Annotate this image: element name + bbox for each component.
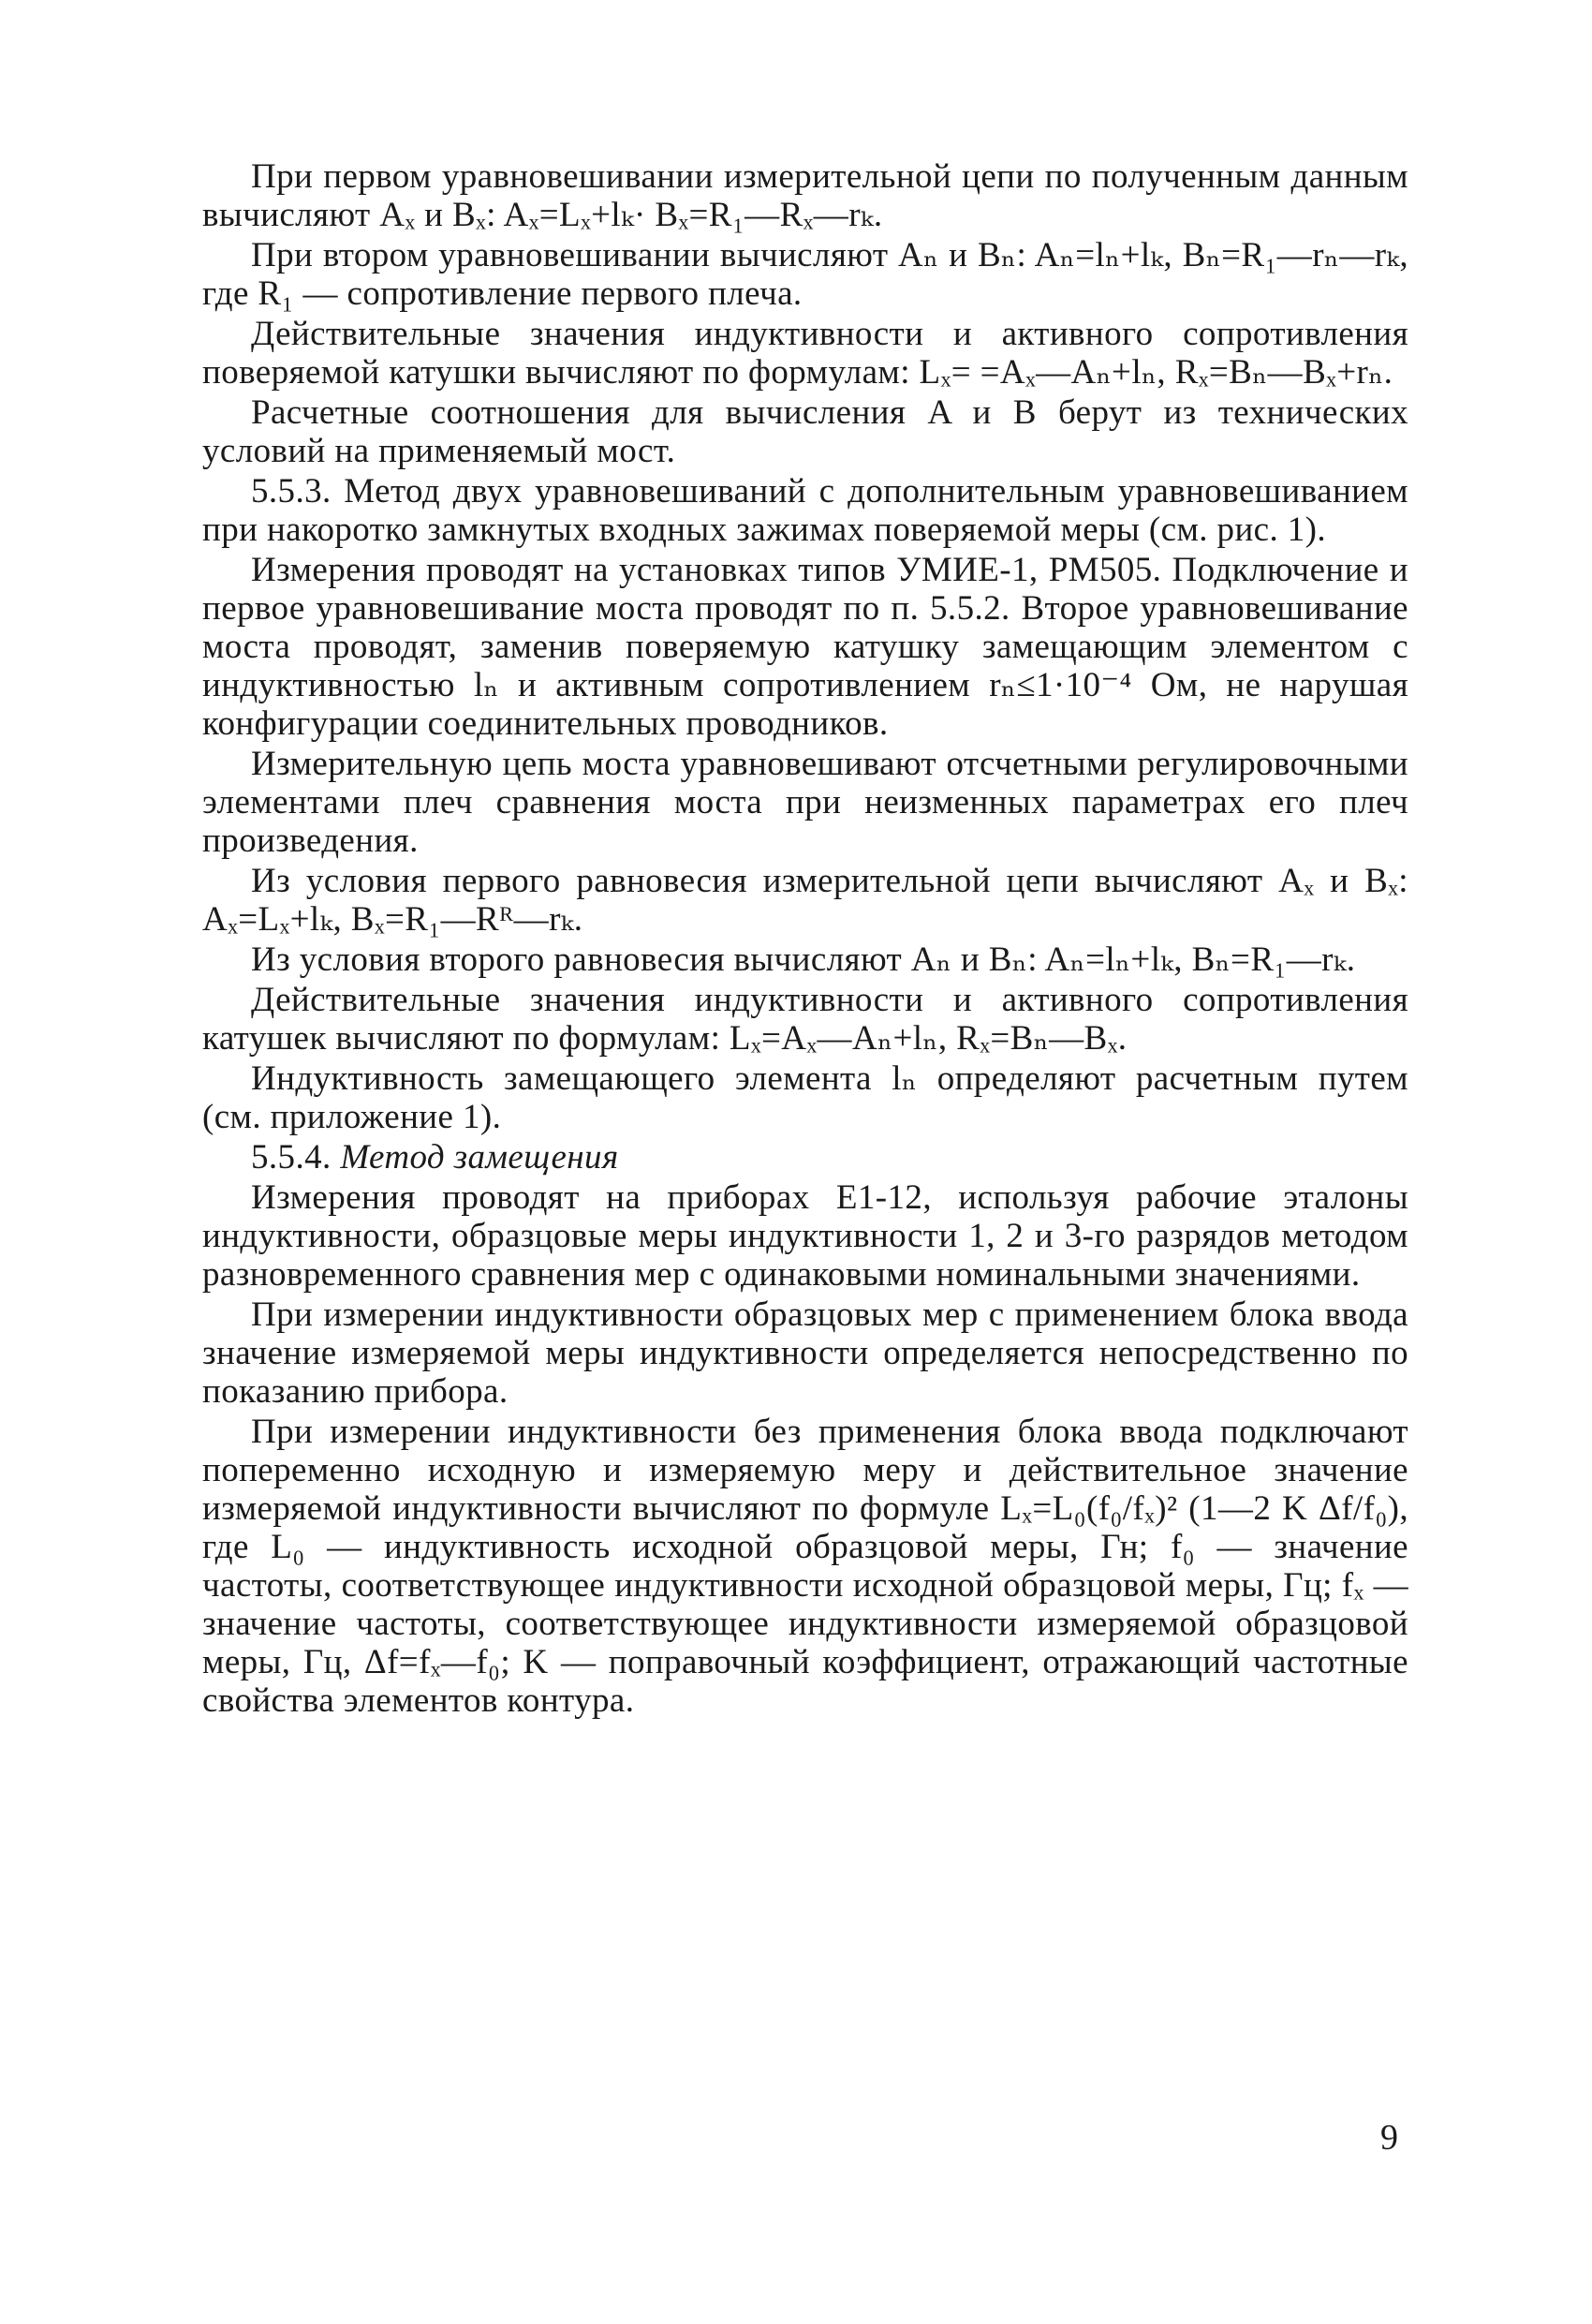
paragraph-without-input-block: При измерении индуктивности без применения блока ввода подключают попеременно исходную и измеряемую меру и действительное значение измеряемой индуктивности вычисляют по формуле Lₓ=L₀(f₀/fₓ)² (1—2 K Δf/f₀), где L₀ — индуктивность исходной образцовой меры, Гн; f₀ — значение частоты, соответствующее индуктивности исходной образцовой меры, Гц; fₓ — значение частоты, соответствующее индуктивности измеряемой образцовой меры, Гц, Δf=fₓ—f₀; K — поправочный коэффициент, отражающий частотные свойства элементов контура. xyxy=(202,1413,1408,1720)
paragraph-coil-actual-values: Действительные значения индуктивности и активного сопротивления катушек вычисляют по формулам: Lₓ=Aₓ—Aₙ+lₙ, Rₓ=Bₙ—Bₓ. xyxy=(202,981,1408,1058)
document-body xyxy=(202,157,1408,1720)
paragraph-method-5-5-3: 5.5.3. Метод двух уравновешиваний с дополнительным уравновешиванием при накоротко замкнутых входных зажимах поверяемой меры (см. рис. 1). xyxy=(202,472,1408,549)
paragraph-bridge-balancing: Измерительную цепь моста уравновешивают отсчетными регулировочными элементами плеч сравнения моста при неизменных параметрах его плеч произведения. xyxy=(202,745,1408,860)
paragraph-calculation-relations: Расчетные соотношения для вычисления A и B берут из технических условий на применяемый мост. xyxy=(202,393,1408,470)
paragraph-first-balancing: При первом уравновешивании измерительной цепи по полученным данным вычисляют Aₓ и Bₓ: Aₓ=Lₓ+lₖ· Bₓ=R₁—Rₓ—rₖ. xyxy=(202,157,1408,234)
section-heading-5-5-4 xyxy=(202,1138,1408,1177)
paragraph-first-equilibrium: Из условия первого равновесия измерительной цепи вычисляют Aₓ и Bₓ: Aₓ=Lₓ+lₖ, Bₓ=R₁—Rᴿ—rₖ. xyxy=(202,862,1408,939)
section-title: Метод замещения xyxy=(340,1138,619,1177)
paragraph-second-equilibrium: Из условия второго равновесия вычисляют Aₙ и Bₙ: Aₙ=lₙ+lₖ, Bₙ=R₁—rₖ. xyxy=(251,940,1356,979)
paragraph-substitute-element-inductance: Индуктивность замещающего элемента lₙ определяют расчетным путем (см. приложение 1). xyxy=(202,1059,1408,1136)
paragraph-measurements-umie: Измерения проводят на установках типов УМИЕ-1, РМ505. Подключение и первое уравновешивание моста проводят по п. 5.5.2. Второе уравновешивание моста проводят, заменив поверяемую катушку замещающим элементом с индуктивностью lₙ и активным сопротивлением rₙ≤1·10⁻⁴ Ом, не нарушая конфигурации соединительных проводников. xyxy=(202,551,1408,743)
paragraph-input-block: При измерении индуктивности образцовых мер с применением блока ввода значение измеряемой меры индуктивности определяется непосредственно по показанию прибора. xyxy=(202,1295,1408,1411)
section-number: 5.5.4. xyxy=(251,1138,332,1177)
paragraph-measurements-e1-12: Измерения проводят на приборах Е1-12, используя рабочие эталоны индуктивности, образцовые меры индуктивности 1, 2 и 3-го разрядов методом разновременного сравнения мер с одинаковыми номинальными значениями. xyxy=(202,1178,1408,1294)
paragraph-second-balancing: При втором уравновешивании вычисляют Aₙ и Bₙ: Aₙ=lₙ+lₖ, Bₙ=R₁—rₙ—rₖ, где R₁ — сопротивление первого плеча. xyxy=(202,236,1408,313)
paragraph-actual-values-formulas: Действительные значения индуктивности и активного сопротивления поверяемой катушки вычисляют по формулам: Lₓ= =Aₓ—Aₙ+lₙ, Rₓ=Bₙ—Bₓ+rₙ. xyxy=(202,315,1408,392)
page-number: 9 xyxy=(1380,2118,1398,2157)
